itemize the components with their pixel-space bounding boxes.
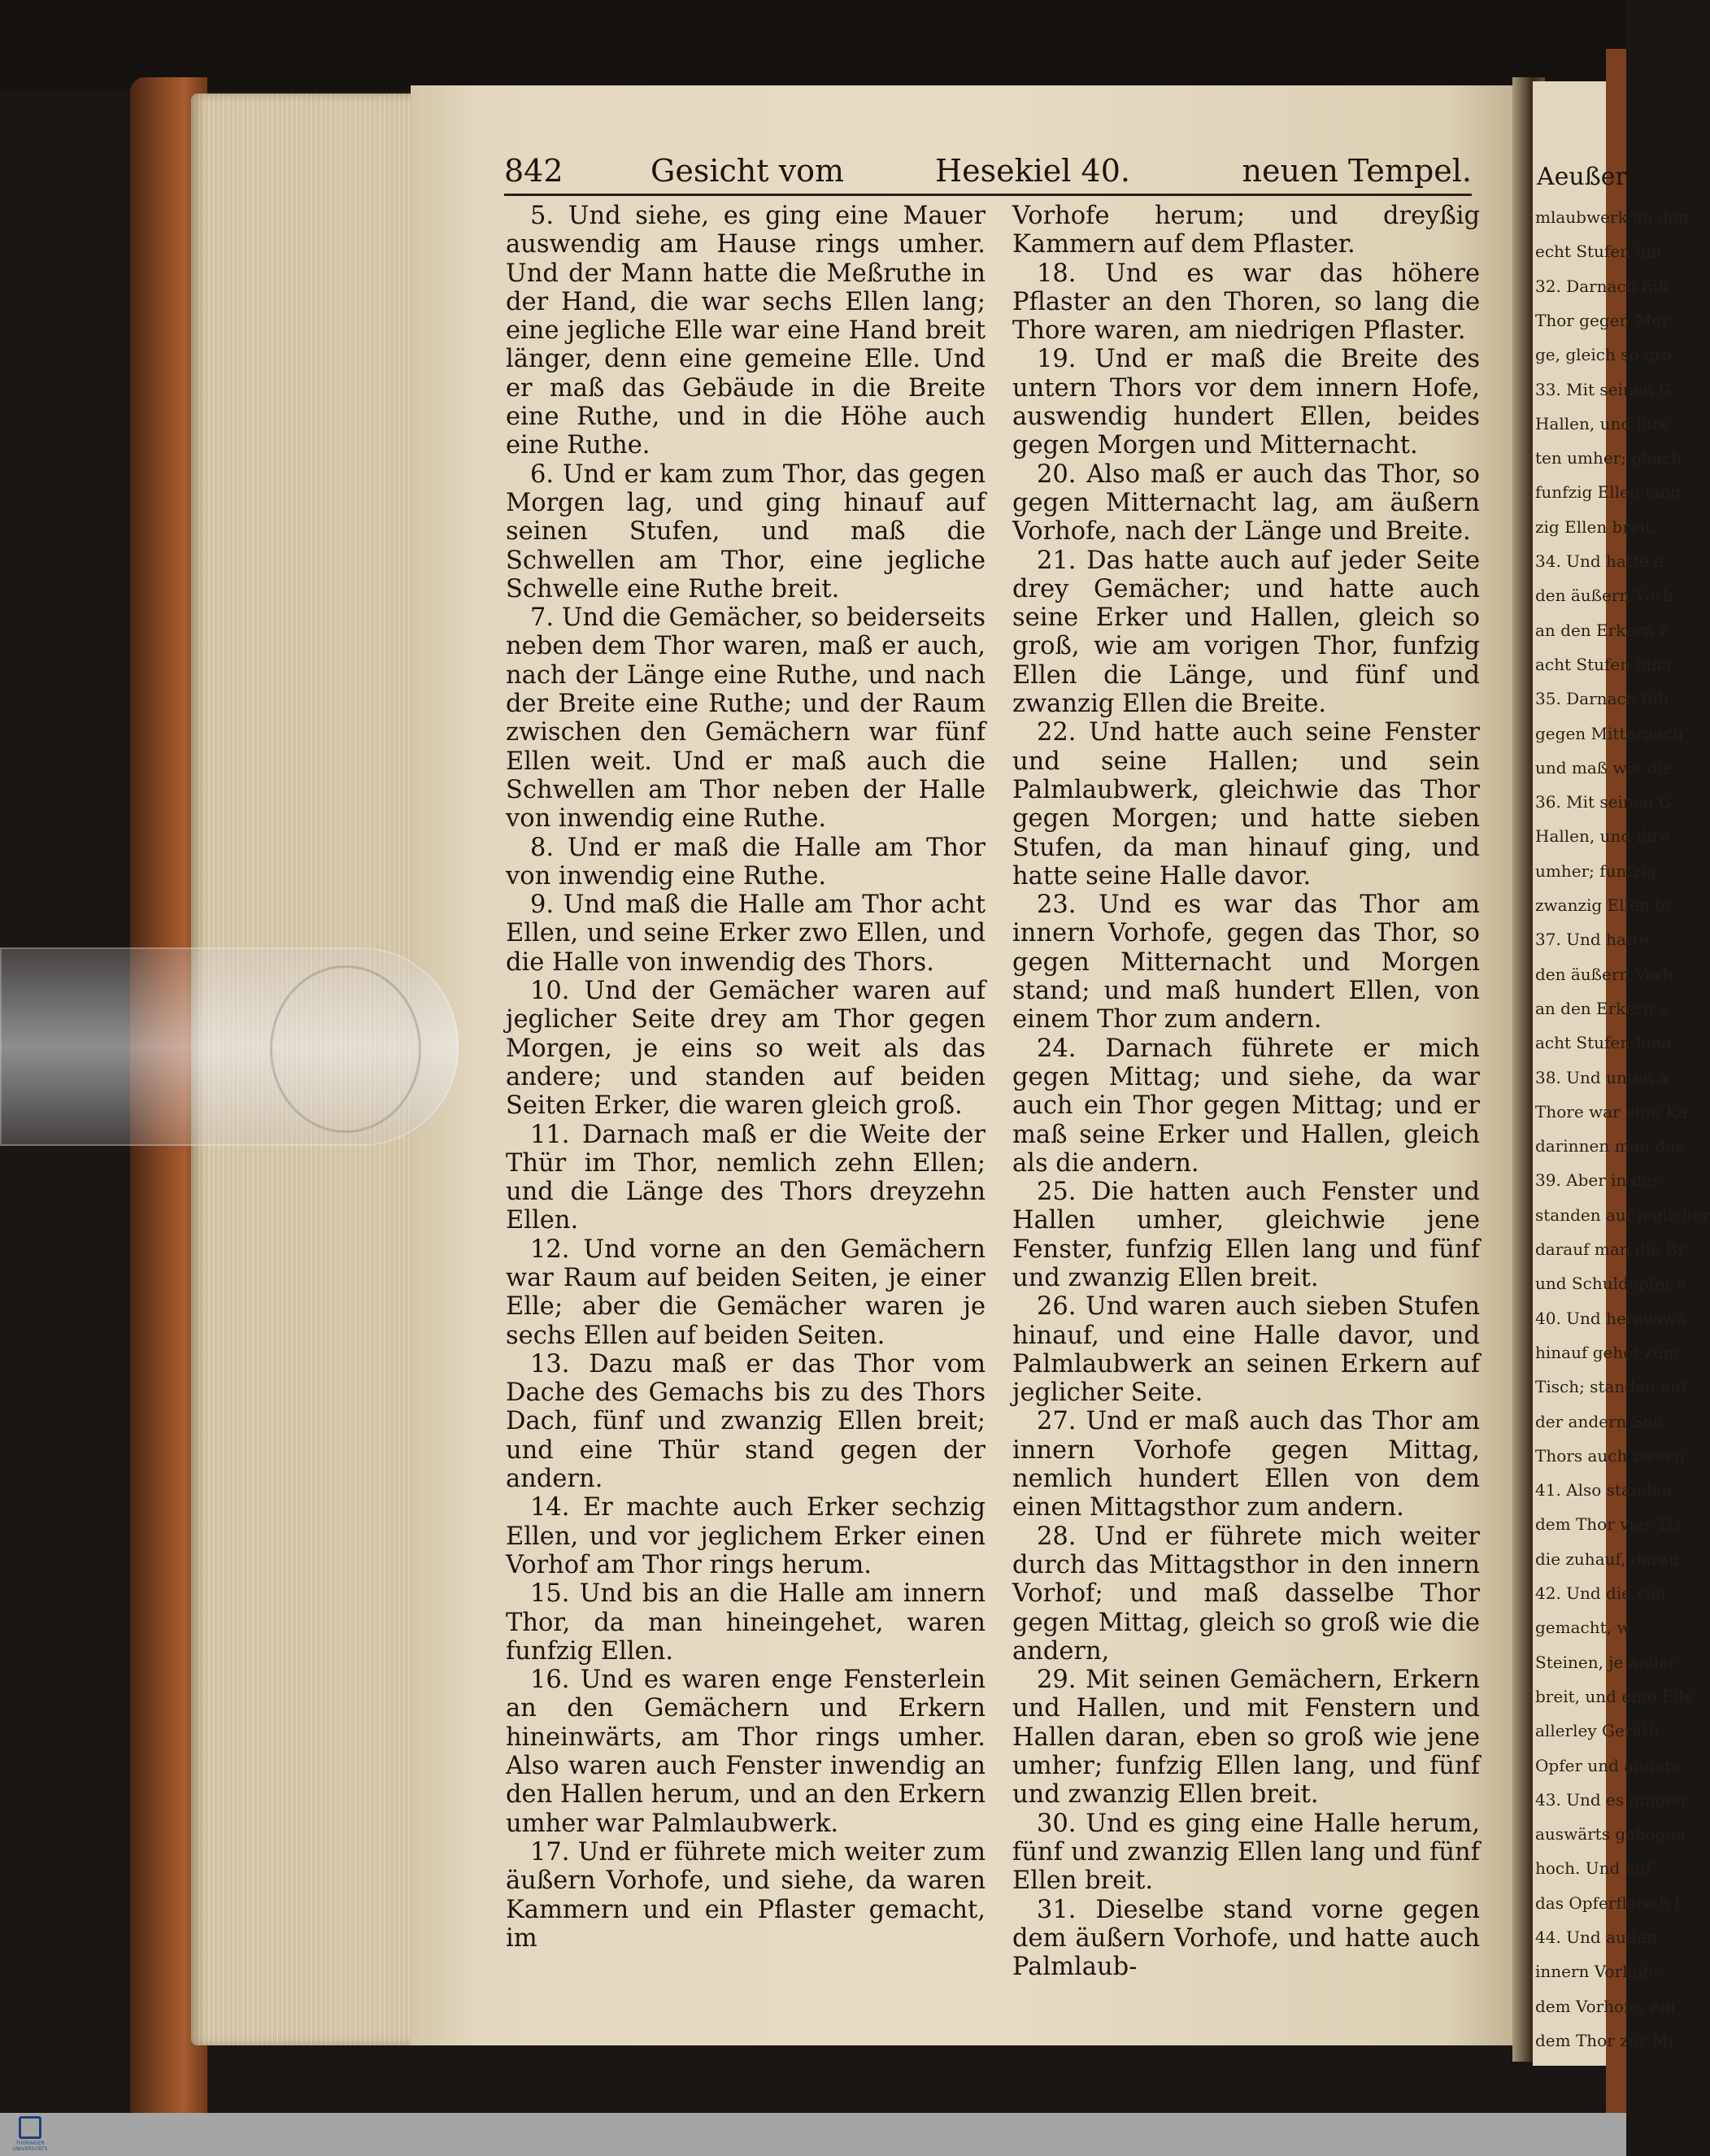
verse — [506, 1350, 986, 1493]
right-page-line: ge, gleich so gro — [1535, 345, 1673, 365]
verse-number: 10. — [530, 977, 585, 1006]
verse — [506, 1121, 986, 1235]
verse-text: Und maß die Halle am Thor acht Ellen, und seine Erker zwo Ellen, und die Halle von inwendig des Thors. — [506, 891, 986, 977]
verse-number: 15. — [530, 1579, 580, 1609]
verse — [506, 460, 986, 603]
verse-text: Und es war das höhere Pflaster an den Thoren, so lang die Thore waren, am niedrigen Pflaster. — [1012, 259, 1480, 346]
right-page-line: gegen Mitternach — [1535, 723, 1683, 743]
right-page-line: 35. Darnach füh — [1535, 689, 1669, 709]
verse — [1012, 1292, 1480, 1407]
verse-number: 13. — [530, 1349, 590, 1379]
right-page-line: darinnen man das — [1535, 1136, 1684, 1156]
verse-text: Und er maß auch das Thor am innern Vorhofe gegen Mittag, nemlich hundert Ellen von dem einen Mittagsthor zum andern. — [1012, 1407, 1480, 1522]
verse — [1012, 202, 1480, 259]
verse-text: Und siehe, es ging eine Mauer auswendig am Hause rings umher. Und der Mann hatte die Meßruthe in der Hand, die war sechs Ellen lang; eine jegliche Elle war eine Hand breit länger, denn eine gemeine Elle. Und er maß das Gebäude in die Breite eine Ruthe, und in die Höhe auch eine Ruthe. — [506, 202, 986, 460]
verse-text: Und hatte auch seine Fenster und seine Hallen; und sein Palmlaubwerk, gleichwie das Thor gegen Morgen; und hatte sieben Stufen, da man hinauf ging, und hatte seine Halle davor. — [1012, 718, 1480, 891]
verse-number: 19. — [1037, 345, 1095, 374]
verse-number: 17. — [530, 1837, 578, 1866]
verse-text: Dieselbe stand vorne gegen dem äußern Vorhofe, und hatte auch Palmlaub- — [1012, 1895, 1480, 1982]
header-rule — [504, 194, 1472, 196]
right-page-line: Hallen, und ihre — [1535, 413, 1670, 433]
verse-text: Darnach maß er die Weite der Thür im Thor, nemlich zehn Ellen; und die Länge des Thors dreyzehn Ellen. — [506, 1120, 986, 1235]
verse — [1012, 1178, 1480, 1292]
verse-text: Und es ging eine Halle herum, fünf und zwanzig Ellen lang und fünf Ellen breit. — [1012, 1809, 1480, 1896]
verse-number: 31. — [1037, 1895, 1096, 1924]
right-page-line: Thors auch zween — [1535, 1445, 1685, 1466]
page-clip — [0, 947, 459, 1146]
verse-number: 24. — [1037, 1034, 1106, 1063]
right-page-line: Opfer und andere — [1535, 1755, 1682, 1775]
right-page-line: 40. Und herauswä — [1535, 1308, 1686, 1328]
right-page-line: 37. Und hatte — [1535, 930, 1649, 950]
right-page-line: Tisch; standen auf — [1535, 1377, 1687, 1397]
verse-number: 20. — [1037, 460, 1087, 489]
verse — [506, 1579, 986, 1666]
right-page-line: dem Vorhofe; ein — [1535, 1996, 1676, 2016]
right-page-line: darauf man die Br — [1535, 1239, 1686, 1259]
verse — [506, 1235, 986, 1350]
verse-text: Und er maß die Halle am Thor von inwendig eine Ruthe. — [506, 833, 986, 891]
verse-text: Er machte auch Erker sechzig Ellen, und vor jeglichem Erker einen Vorhof am Thor rings herum. — [506, 1493, 986, 1579]
verse — [1012, 891, 1480, 1034]
right-page-line: der andern Seit — [1535, 1411, 1664, 1431]
right-page-line: dem Thor vier Tis — [1535, 1514, 1682, 1535]
right-page-line: das Opferfleisch l — [1535, 1892, 1681, 1913]
background-top — [0, 0, 1626, 89]
verse-number: 26. — [1037, 1292, 1086, 1322]
verse-number: 16. — [530, 1666, 581, 1695]
verse — [1012, 1407, 1480, 1522]
right-page-line: dem Thor zur Mi — [1535, 2030, 1674, 2050]
right-page-line: 36. Mit seinen G — [1535, 792, 1672, 812]
right-page-line: ten umher; gleich — [1535, 448, 1682, 468]
verse-text: Und bis an die Halle am innern Thor, da man hineingehet, waren funfzig Ellen. — [506, 1579, 986, 1666]
viewer-footer — [0, 2113, 1626, 2156]
right-page-line: die zuhauf, darau — [1535, 1548, 1679, 1569]
verse — [1012, 345, 1480, 460]
verse-number: 30. — [1037, 1809, 1086, 1838]
right-page-line: hinauf gehet zum — [1535, 1342, 1679, 1362]
verse — [506, 891, 986, 977]
verse — [1012, 1810, 1480, 1896]
right-page-line: den äußern Vorh — [1535, 964, 1673, 984]
right-page-line: Hallen, und ihre — [1535, 826, 1670, 847]
page-number: 842 — [504, 153, 563, 189]
verse-text: Mit seinen Gemächern, Erkern und Hallen, und mit Fenstern und Hallen daran, eben so groß wie jene umher; funfzig Ellen lang, und fünf und zwanzig Ellen breit. — [1012, 1666, 1480, 1810]
verse-number: 25. — [1037, 1178, 1092, 1207]
right-page-line: Thor gegen Mor — [1535, 310, 1669, 330]
right-page-line: hoch. Und auf — [1535, 1858, 1651, 1879]
right-page-line: 43. Und es gingen — [1535, 1789, 1686, 1810]
header-center-title: Hesekiel 40. — [935, 153, 1130, 189]
verse-text: Und waren auch sieben Stufen hinauf, und eine Halle davor, und Palmlaubwerk an seinen Erkern auf jeglicher Seite. — [1012, 1292, 1481, 1408]
verse — [1012, 547, 1480, 719]
verse — [1012, 1896, 1480, 1982]
right-page-line: breit, und eine Elle — [1535, 1686, 1694, 1706]
verse-number: 11. — [530, 1120, 583, 1149]
left-text-column — [506, 202, 986, 1953]
verse-text: Die hatten auch Fenster und Hallen umher, gleichwie jene Fenster, funfzig Ellen lang und fünf und zwanzig Ellen breit. — [1012, 1178, 1481, 1292]
right-page-line: 41. Also standen — [1535, 1480, 1673, 1500]
header-left-title: Gesicht vom — [650, 153, 844, 189]
right-page-line: an den Erkern a — [1535, 998, 1669, 1018]
right-page-line: auswärts gebogen, — [1535, 1824, 1691, 1845]
right-page-line: und maß wie die — [1535, 757, 1673, 777]
right-page-line: mlaubwerk an den — [1535, 207, 1689, 227]
verse-text: Also maß er auch das Thor, so gegen Mitternacht lag, am äußern Vorhofe, nach der Länge und Breite. — [1012, 460, 1480, 547]
verse-number: 21. — [1037, 546, 1087, 575]
verse — [506, 603, 986, 833]
right-page-line: Thore war eine Ka — [1535, 1101, 1688, 1122]
verse-text: Und er führete mich weiter durch das Mittagsthor in den innern Vorhof; und maß dasselbe Thor gegen Mittag, gleich so groß wie die andern, — [1012, 1522, 1480, 1666]
right-page-line: echt Stufen hin — [1535, 242, 1662, 262]
verse-text: Und es waren enge Fensterlein an den Gemächern und Erkern hineinwärts, am Thor rings umher. Also waren auch Fenster inwendig an den Hallen herum, und an den Erkern umher war Palmlaubwerk. — [506, 1666, 986, 1838]
right-page-line: funfzig Ellen lang — [1535, 482, 1682, 503]
verse-text: Und er führete mich weiter zum äußern Vorhofe, und siehe, da waren Kammern und ein Pflaster gemacht, im — [506, 1837, 986, 1953]
verse — [506, 1838, 986, 1953]
verse-text: Und der Gemächer waren auf jeglicher Seite drey am Thor gegen Morgen, je eins so weit als das andere; und standen auf beiden Seiten Erker, die waren gleich groß. — [506, 977, 986, 1121]
right-page-line: allerley Geräth — [1535, 1721, 1660, 1741]
right-text-column — [1012, 202, 1480, 1981]
verse — [506, 202, 986, 460]
verse — [506, 977, 986, 1120]
right-page-line: den äußern Vorh — [1535, 586, 1673, 606]
verse-text: Dazu maß er das Thor vom Dache des Gemachs bis zu des Thors Dach, fünf und zwanzig Ellen breit; und eine Thür stand gegen der andern. — [506, 1349, 986, 1494]
right-page-line: 33. Mit seinen G — [1535, 379, 1672, 399]
verse-text: Und die Gemächer, so beiderseits neben dem Thor waren, maß er auch, nach der Länge eine Ruthe, und nach der Breite eine Ruthe; und der Raum zwischen den Gemächern war fünf Ellen weit. Und er maß auch die Schwellen am Thor neben der Halle von inwendig eine Ruthe. — [506, 603, 986, 834]
right-page-line: innern Vorhofe: — [1535, 1962, 1664, 1982]
verse — [1012, 259, 1480, 346]
verse-text: Darnach führete er mich gegen Mittag; und siehe, da war auch ein Thor gegen Mittag; und er maß seine Erker und Hallen, gleich als die andern. — [1012, 1034, 1481, 1178]
right-page-line: und Schuldopfer s — [1535, 1274, 1686, 1294]
verse — [506, 834, 986, 891]
right-page-line: gemacht, w — [1535, 1618, 1631, 1638]
right-page-line: 34. Und hatte e — [1535, 551, 1664, 571]
right-page-line: standen auf jeglicher — [1535, 1204, 1710, 1225]
right-page-line: 44. Und außen — [1535, 1927, 1657, 1947]
right-page-line: 32. Darnach füh — [1535, 276, 1669, 296]
verse-number: 22. — [1037, 718, 1090, 747]
verse-text: Das hatte auch auf jeder Seite drey Gemächer; und hatte auch seine Erker und Hallen, gleich so groß, wie am vorigen Thor, funfzig Ellen die Länge, und fünf und zwanzig Ellen die Breite. — [1012, 546, 1480, 719]
library-logo-text: THÜRINGER UNIVERSITÄTS — [12, 2141, 48, 2152]
verse-number: 23. — [1037, 891, 1099, 920]
verse-text: Und er kam zum Thor, das gegen Morgen lag, und ging hinauf auf seinen Stufen, und maß die Schwellen am Thor, eine jegliche Schwelle eine Ruthe breit. — [506, 460, 986, 603]
verse-number: 27. — [1037, 1407, 1086, 1436]
verse-number: 29. — [1037, 1666, 1086, 1695]
verse — [506, 1493, 986, 1579]
verse — [1012, 1034, 1480, 1178]
right-page-line: umher; funfzig — [1535, 860, 1657, 881]
library-logo-mark — [19, 2116, 41, 2139]
verse-text: Und er maß die Breite des untern Thors vor dem innern Hofe, auswendig hundert Ellen, beides gegen Morgen und Mitternacht. — [1012, 345, 1480, 460]
verse-number: 7. — [530, 603, 562, 633]
verse-text: Und vorne an den Gemächern war Raum auf beiden Seiten, je einer Elle; aber die Gemächer waren je sechs Ellen auf beiden Seiten. — [506, 1235, 986, 1350]
right-page-line: Steinen, je ander — [1535, 1652, 1677, 1672]
right-page-line: 39. Aber in der — [1535, 1170, 1660, 1191]
verse — [1012, 1666, 1480, 1809]
right-page-line: acht Stufen hina — [1535, 1033, 1672, 1053]
verse-number: 18. — [1037, 259, 1105, 288]
page-header — [504, 146, 1472, 195]
right-page-line: zig Ellen breit. — [1535, 516, 1657, 537]
right-page-line: 42. Und die vier — [1535, 1583, 1669, 1603]
verse-number: 14. — [530, 1493, 583, 1522]
verse-number: 5. — [530, 202, 568, 230]
verse-number: 8. — [530, 833, 568, 862]
verse-number: 28. — [1037, 1522, 1094, 1551]
header-right-title: neuen Tempel. — [1242, 153, 1472, 189]
verse-number: 12. — [530, 1235, 584, 1264]
right-page-line: 38. Und unten a — [1535, 1067, 1669, 1087]
verse-number: 6. — [530, 460, 563, 489]
library-logo — [10, 2116, 50, 2154]
right-page-line: acht Stufen hina — [1535, 654, 1672, 674]
verse — [506, 1666, 986, 1838]
right-page-line: zwanzig Ellen br — [1535, 895, 1673, 915]
right-page-line: an den Erkern z — [1535, 620, 1668, 640]
verse — [1012, 460, 1480, 547]
verse — [1012, 718, 1480, 891]
verse-text: Und es war das Thor am innern Vorhofe, gegen das Thor, so gegen Mitternacht und Morgen stand; und maß hundert Ellen, von einem Thor zum andern. — [1012, 891, 1480, 1034]
right-page-header: Aeußere und — [1537, 163, 1697, 191]
verse-text: Vorhofe herum; und dreyßig Kammern auf dem Pflaster. — [1012, 202, 1480, 259]
verse-number: 9. — [530, 891, 563, 920]
verse — [1012, 1522, 1480, 1666]
